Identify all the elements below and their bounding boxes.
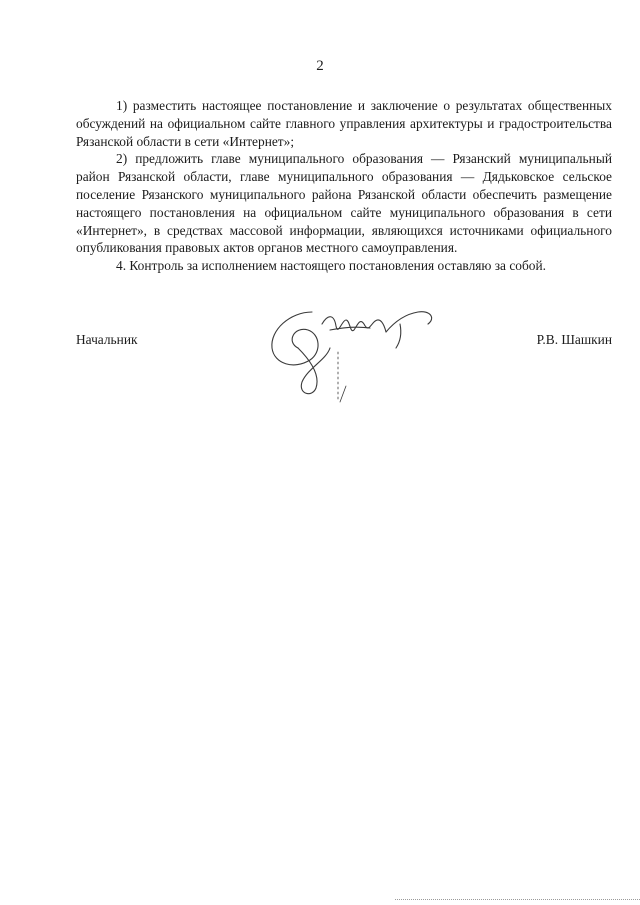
document-body: [76, 97, 612, 275]
page-number: 2: [316, 58, 324, 74]
paragraph-publish-order: 1) разместить настоящее постановление и заключение о результатах общественных обсуждений на официальном сайте главного управления архитектуры и градостроительства Рязанской области в сети «Интернет»;: [76, 98, 612, 149]
paragraph-municipal-publication: 2) предложить главе муниципального образования — Рязанский муниципальный район Рязанской области, главе муниципального образования — Дядьковское сельское поселение Рязанского муниципального района Рязанской области обеспечить размещение настоящего постановления на официальном сайте муниципального образования в сети «Интернет», в средствах массовой информации, являющихся источниками официального опубликования правовых актов органов местного самоуправления.: [76, 151, 612, 256]
paragraph-control: 4. Контроль за исполнением настоящего постановления оставляю за собой.: [116, 258, 547, 274]
scan-edge-line: [395, 899, 640, 900]
signer-position: Начальник: [76, 332, 138, 347]
signer-name: Р.В. Шашкин: [536, 332, 612, 347]
signature-block: [76, 332, 612, 352]
